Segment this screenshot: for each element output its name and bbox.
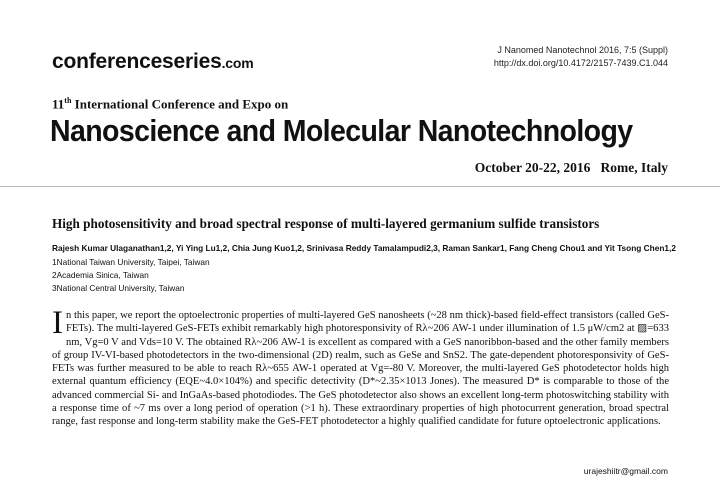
conference-subtitle-text: International Conference and Expo on: [71, 96, 289, 112]
paper-authors: Rajesh Kumar Ulaganathan1,2, Yi Ying Lu1,2, Chia Jung Kuo1,2, Srinivasa Reddy Tamalampudi2,3, Raman Sankar1, Fang Cheng Chou1 and Yit Tsong Chen1,2: [52, 243, 676, 253]
conference-title: Nanoscience and Molecular Nanotechnology: [50, 114, 633, 149]
author-email[interactable]: urajeshiitr@gmail.com: [583, 466, 668, 476]
logo-suffix-text: .com: [221, 55, 254, 71]
journal-citation: [494, 44, 668, 70]
conference-ordinal-suffix: th: [64, 96, 72, 105]
journal-doi-link[interactable]: http://dx.doi.org/10.4172/2157-7439.C1.044: [493, 58, 668, 68]
abstract-body: n this paper, we report the optoelectronic properties of multi-layered GeS nanosheets (~28 nm thick)-based field-effect transistors (called GeS-FETs). The multi-layered GeS-FETs exhibit remarkably high photoresponsivity of Rλ~206 AW-1 under illumination of 1.5 μW/cm2 at ▨=633 nm, Vg=0 V and Vds=10 V. The obtained Rλ~206 AW-1 is excellent as compared with a GeS nanoribbon-based and the other family members of group IV-VI-based photodetectors in the two-dimensional (2D) realm, such as GeSe and SnS2. The gate-dependent photoresponsivity of GeS-FETs was further measured to be able to reach Rλ~655 AW-1 operated at Vg=-80 V. Moreover, the multi-layered GeS photodetector holds high external quantum efficiency (EQE~4.0×104%) and specific detectivity (D*~2.35×1013 Jones). The measured D* is comparable to those of the advanced commercial Si- and InGaAs-based photodiodes. The GeS photodetector also shows an excellent long-term photoswitching stability with a response time of ~7 ms over a long period of operation (>1 h). These extraordinary properties of high photocurrent generation, broad spectral range, fast response and long-term stability make the GeS-FET photodetector a highly qualified candidate for future optoelectronic applications.: [52, 310, 669, 428]
conferenceseries-logo: [52, 50, 253, 74]
abstract-dropcap: I: [52, 305, 63, 341]
conference-date-location: October 20-22, 2016 Rome, Italy: [474, 160, 668, 175]
journal-volume: J Nanomed Nanotechnol 2016, 7:5 (Suppl): [497, 45, 668, 55]
paper-title: High photosensitivity and broad spectral response of multi-layered germanium sulfide transistors: [52, 216, 600, 231]
affiliation-1: 1National Taiwan University, Taipei, Taiwan: [52, 257, 210, 267]
conference-ordinal-number: 11: [52, 96, 65, 112]
logo-main-text: conferenceseries: [52, 50, 222, 73]
abstract: [52, 305, 669, 429]
affiliation-3: 3National Central University, Taiwan: [52, 283, 185, 293]
header-divider: [0, 186, 720, 187]
affiliation-2: 2Academia Sinica, Taiwan: [52, 270, 149, 280]
conference-subtitle: [52, 96, 288, 112]
